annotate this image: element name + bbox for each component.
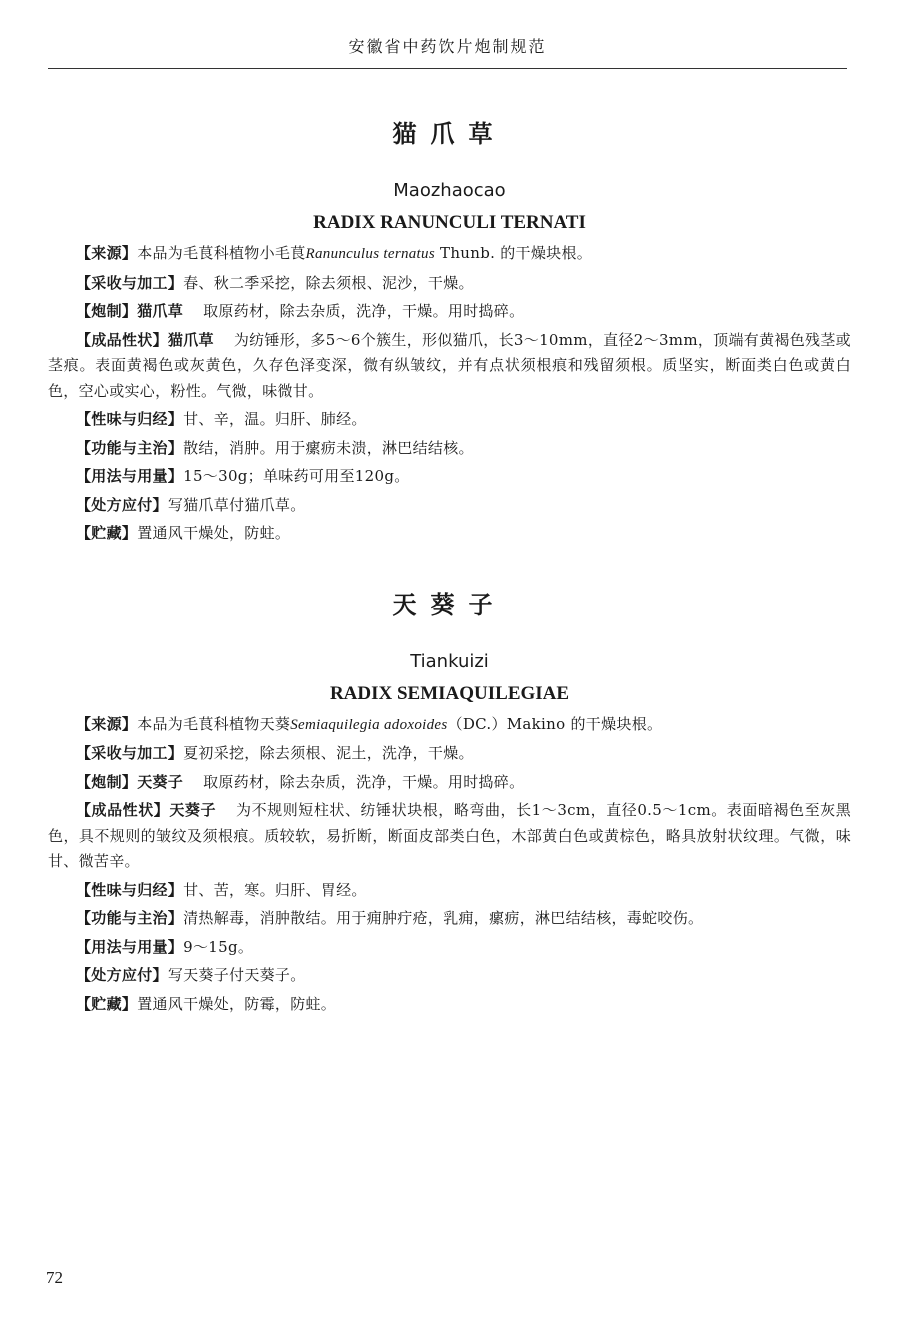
storage-entry: [48, 521, 851, 547]
description-entry: [48, 798, 851, 875]
monograph-pinyin: Maozhaocao: [393, 180, 506, 201]
description-product-name: 天葵子: [169, 801, 217, 819]
functions-entry: [48, 436, 851, 462]
description-label: 【成品性状】: [76, 801, 170, 819]
dosage-entry: [48, 464, 851, 490]
harvest-entry: [48, 271, 851, 297]
storage-label: 【贮藏】: [76, 994, 138, 1013]
page-body: [48, 110, 851, 1020]
functions-text: 散结，消肿。用于瘰疬未溃，淋巴结结核。: [183, 438, 474, 457]
prescription-text: 写天葵子付天葵子。: [167, 966, 306, 984]
description-label: 【成品性状】: [76, 330, 168, 349]
dosage-text: 9～15g。: [183, 937, 254, 956]
dosage-label: 【用法与用量】: [76, 937, 184, 956]
functions-entry: [48, 906, 851, 932]
monograph-latin-name: RADIX SEMIAQUILEGIAE: [329, 682, 570, 704]
source-entry: [48, 241, 851, 268]
storage-text: 置通风干燥处，防霉，防蛀。: [137, 994, 337, 1013]
source-label: 【来源】: [76, 714, 138, 733]
harvest-label: 【采收与加工】: [76, 744, 184, 762]
source-latin: Semiaquilegia adoxoides: [290, 716, 448, 733]
processing-text: 取原药材，除去杂质，洗净，干燥。用时捣碎。: [203, 302, 525, 320]
source-latin: Ranunculus ternatus: [305, 246, 435, 262]
functions-label: 【功能与主治】: [76, 909, 184, 927]
processing-product-name: 天葵子: [137, 772, 184, 791]
source-entry: [48, 712, 851, 739]
storage-entry: [48, 992, 851, 1018]
monograph-title: 猫爪草: [392, 120, 507, 148]
dosage-text: 15～30g；单味药可用至120g。: [183, 467, 410, 485]
monograph-tiankuizi: [48, 581, 851, 1018]
source-text: 本品为毛茛科植物天葵: [137, 714, 291, 733]
dosage-entry: [48, 935, 851, 961]
description-product-name: 猫爪草: [167, 330, 214, 349]
functions-text: 清热解毒，消肿散结。用于痈肿疔疮，乳痈，瘰疬，淋巴结结核，毒蛇咬伤。: [183, 909, 704, 927]
prescription-entry: [48, 493, 851, 519]
harvest-label: 【采收与加工】: [76, 273, 184, 292]
description-text: 为不规则短柱状、纺锤状块根，略弯曲，长1～3cm，直径0.5～1cm。表面暗褐色至灰黑色，具不规则的皱纹及须根痕。质较软，易折断，断面皮部类白色，木部黄白色或黄棕色，略具放射状纹理。气微，味甘、微苦辛。: [48, 801, 851, 870]
monograph-pinyin: Tiankuizi: [410, 650, 489, 672]
header-rule: [48, 68, 847, 69]
monograph-latin-name: RADIX RANUNCULI TERNATI: [313, 212, 586, 233]
processing-label: 【炮制】: [76, 302, 138, 320]
processing-label: 【炮制】: [76, 772, 138, 791]
source-text-end: Thunb. 的干燥块根。: [434, 244, 593, 262]
prescription-label: 【处方应付】: [76, 966, 168, 984]
page-number: 72: [46, 1268, 63, 1287]
prescription-text: 写猫爪草付猫爪草。: [167, 495, 306, 514]
processing-entry: [48, 299, 851, 325]
processing-product-name: 猫爪草: [137, 302, 184, 320]
running-head: 安徽省中药饮片炮制规范: [348, 37, 547, 56]
description-entry: [48, 328, 851, 405]
monograph-title: 天葵子: [392, 590, 507, 619]
functions-label: 【功能与主治】: [76, 438, 184, 457]
nature-text: 甘、辛，温。归肝、肺经。: [183, 410, 367, 428]
nature-entry: [48, 407, 851, 433]
monograph-maozhaocao: [48, 110, 851, 547]
prescription-label: 【处方应付】: [76, 495, 168, 514]
prescription-entry: [48, 963, 851, 989]
processing-text: 取原药材，除去杂质，洗净，干燥。用时捣碎。: [203, 772, 525, 791]
processing-entry: [48, 770, 851, 796]
nature-label: 【性味与归经】: [76, 410, 184, 428]
nature-label: 【性味与归经】: [76, 880, 184, 899]
harvest-text: 春、秋二季采挖，除去须根、泥沙，干燥。: [183, 273, 474, 292]
nature-entry: [48, 878, 851, 904]
nature-text: 甘、苦，寒。归肝、胃经。: [183, 880, 367, 899]
source-text: 本品为毛茛科植物小毛茛: [137, 244, 306, 262]
dosage-label: 【用法与用量】: [76, 467, 184, 485]
source-text-end: （DC.）Makino 的干燥块根。: [447, 714, 663, 733]
source-label: 【来源】: [76, 244, 138, 262]
storage-label: 【贮藏】: [76, 524, 138, 542]
storage-text: 置通风干燥处，防蛀。: [137, 524, 291, 542]
harvest-text: 夏初采挖，除去须根、泥土，洗净，干燥。: [183, 744, 474, 762]
harvest-entry: [48, 741, 851, 767]
description-text: 为纺锤形，多5～6个簇生，形似猫爪，长3～10mm，直径2～3mm，顶端有黄褐色残茎或茎痕。表面黄褐色或灰黄色，久存色泽变深，微有纵皱纹，并有点状须根痕和残留须根。质坚实，断面类白色或黄白色，空心或实心，粉性。气微，味微甘。: [48, 330, 851, 400]
